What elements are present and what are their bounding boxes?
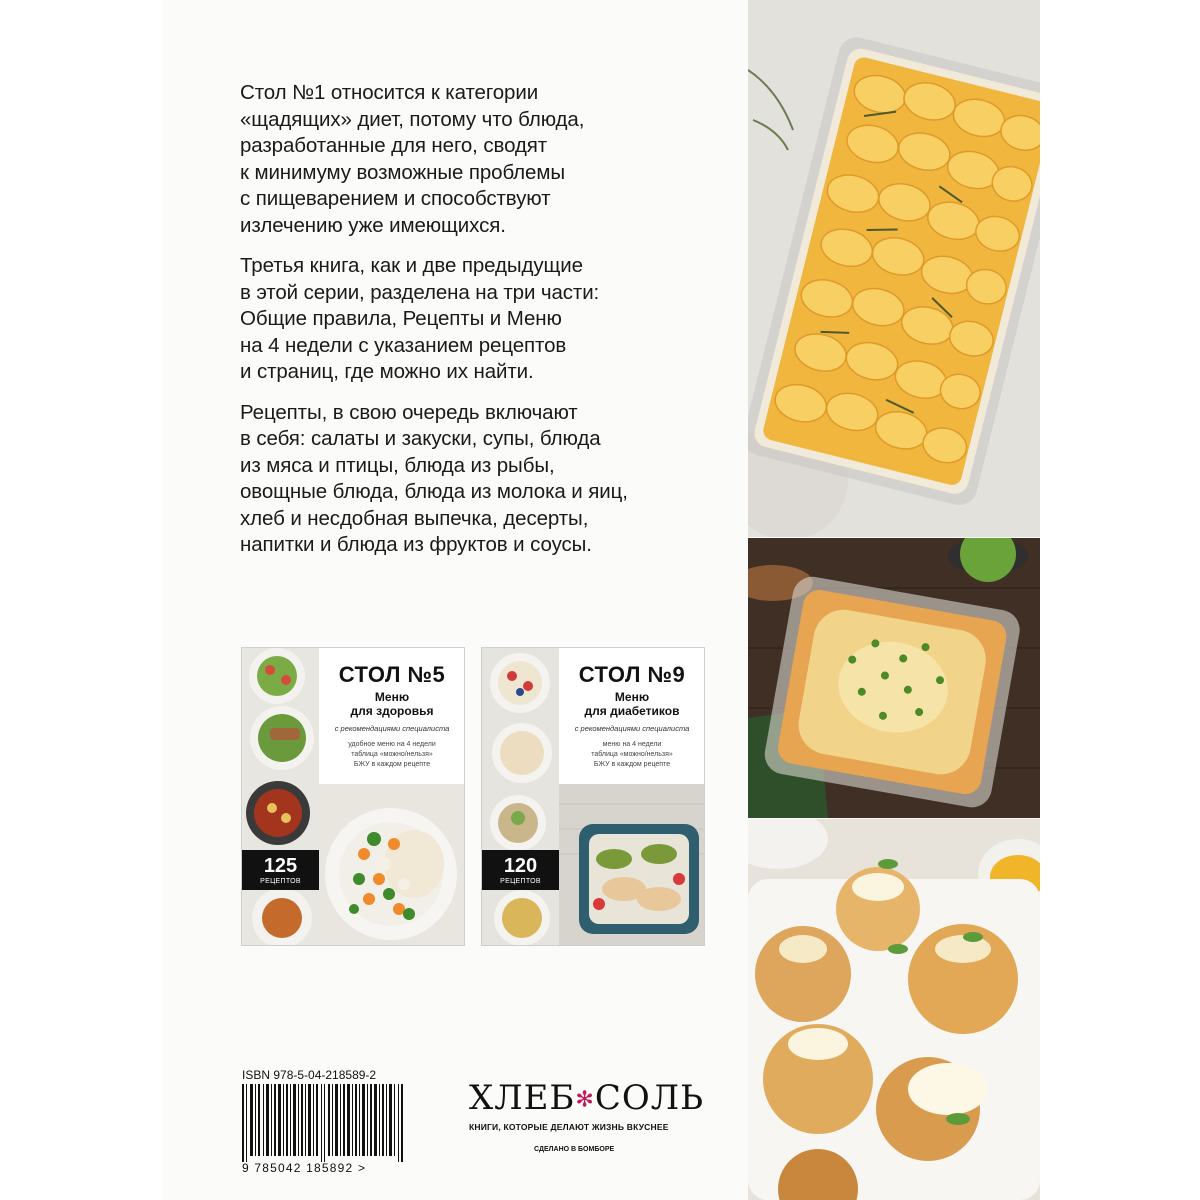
made-in-label: СДЕЛАНО В БОМБОРЕ [534,1146,615,1153]
text-line: с пищеварением и способствуют [240,187,551,210]
text-line: на 4 недели с указанием рецептов [240,333,567,357]
barcode-graphic [242,1084,408,1162]
cover-food-strip [482,648,559,945]
text-line: Рецепты, в свою очередь включают [240,400,578,424]
cover-specialist-note: с рекомендациями специалиста [334,724,450,733]
text-line: напитки и блюда из фруктов и соусы. [240,533,592,556]
cover-feature: таблица «можно/нельзя» [591,751,673,758]
casserole-photo [748,538,1040,818]
recipe-count-badge [242,850,319,890]
series-book-cover-stol-9 [481,647,705,946]
book-back-cover [162,0,1040,1200]
text-line: хлеб и несдобная выпечка, десерты, [240,506,589,530]
baked-apples-photo [748,819,1040,1200]
paragraph-2 [240,253,710,386]
recipe-count: 125 [263,855,298,877]
text-line: излечению уже имеющихся. [240,213,506,237]
text-line: разработанные для него, сводят [240,134,548,157]
cover-subtitle-line-2: для диабетиков [584,704,680,718]
text-line: овощные блюда, блюда из молока и яиц, [240,480,628,503]
series-book-cover-stol-5 [241,647,465,946]
cover-subtitle-line-2: для здоровья [350,704,434,718]
text-line: Третья книга, как и две предыдущие [240,254,583,277]
cover-title: СТОЛ №5 [338,662,446,687]
potato-gratin-photo [748,0,1040,537]
text-line: в себя: салаты и закуски, супы, блюда [240,427,601,450]
text-line: и страниц, где можно их найти. [240,360,534,383]
recipe-count-badge [482,850,559,890]
isbn-text: ISBN 978-5-04-218589-2 [242,1068,377,1082]
cover-subtitle-line-1: Меню [374,690,410,704]
paragraph-1 [240,80,710,239]
text-line: из мяса и птицы, блюда из рыбы, [240,453,555,477]
cover-feature: БЖУ в каждом рецепте [593,761,671,768]
cover-food-strip [242,648,319,945]
paragraph-3 [240,400,710,559]
cover-main-photo [559,784,704,945]
flower-icon: ✻ [575,1087,595,1113]
publisher-slogan: КНИГИ, КОТОРЫЕ ДЕЛАЮТ ЖИЗНЬ ВКУСНЕЕ [469,1122,669,1132]
cover-feature: удобное меню на 4 недели [348,741,436,748]
recipe-count-label: РЕЦЕПТОВ [500,878,541,885]
cover-specialist-note: с рекомендациями специалиста [574,724,690,733]
cover-title: СТОЛ №9 [578,662,686,687]
photo-column [748,0,1040,1200]
text-line: Общие правила, Рецепты и Меню [240,307,562,330]
cover-feature: таблица «можно/нельзя» [351,751,433,758]
cover-main-photo [319,784,464,945]
logo-word-right: СОЛЬ [594,1078,704,1118]
recipe-count: 120 [503,855,538,877]
cover-feature: БЖУ в каждом рецепте [353,761,431,768]
text-line: в этой серии, разделена на три части: [240,280,600,304]
text-line: «щадящих» диет, потому что блюда, [240,107,585,131]
cover-subtitle-line-1: Меню [614,690,650,704]
recipe-count-label: РЕЦЕПТОВ [260,878,301,885]
cover-feature: меню на 4 недели [602,741,662,748]
barcode-digits: 9 785042 185892 > [242,1161,367,1175]
text-line: Стол №1 относится к категории [240,81,539,104]
description-text [240,80,710,573]
text-line: к минимуму возможные проблемы [240,160,565,184]
publisher-logo [469,1078,704,1118]
logo-word-left: ХЛЕБ [469,1078,576,1118]
